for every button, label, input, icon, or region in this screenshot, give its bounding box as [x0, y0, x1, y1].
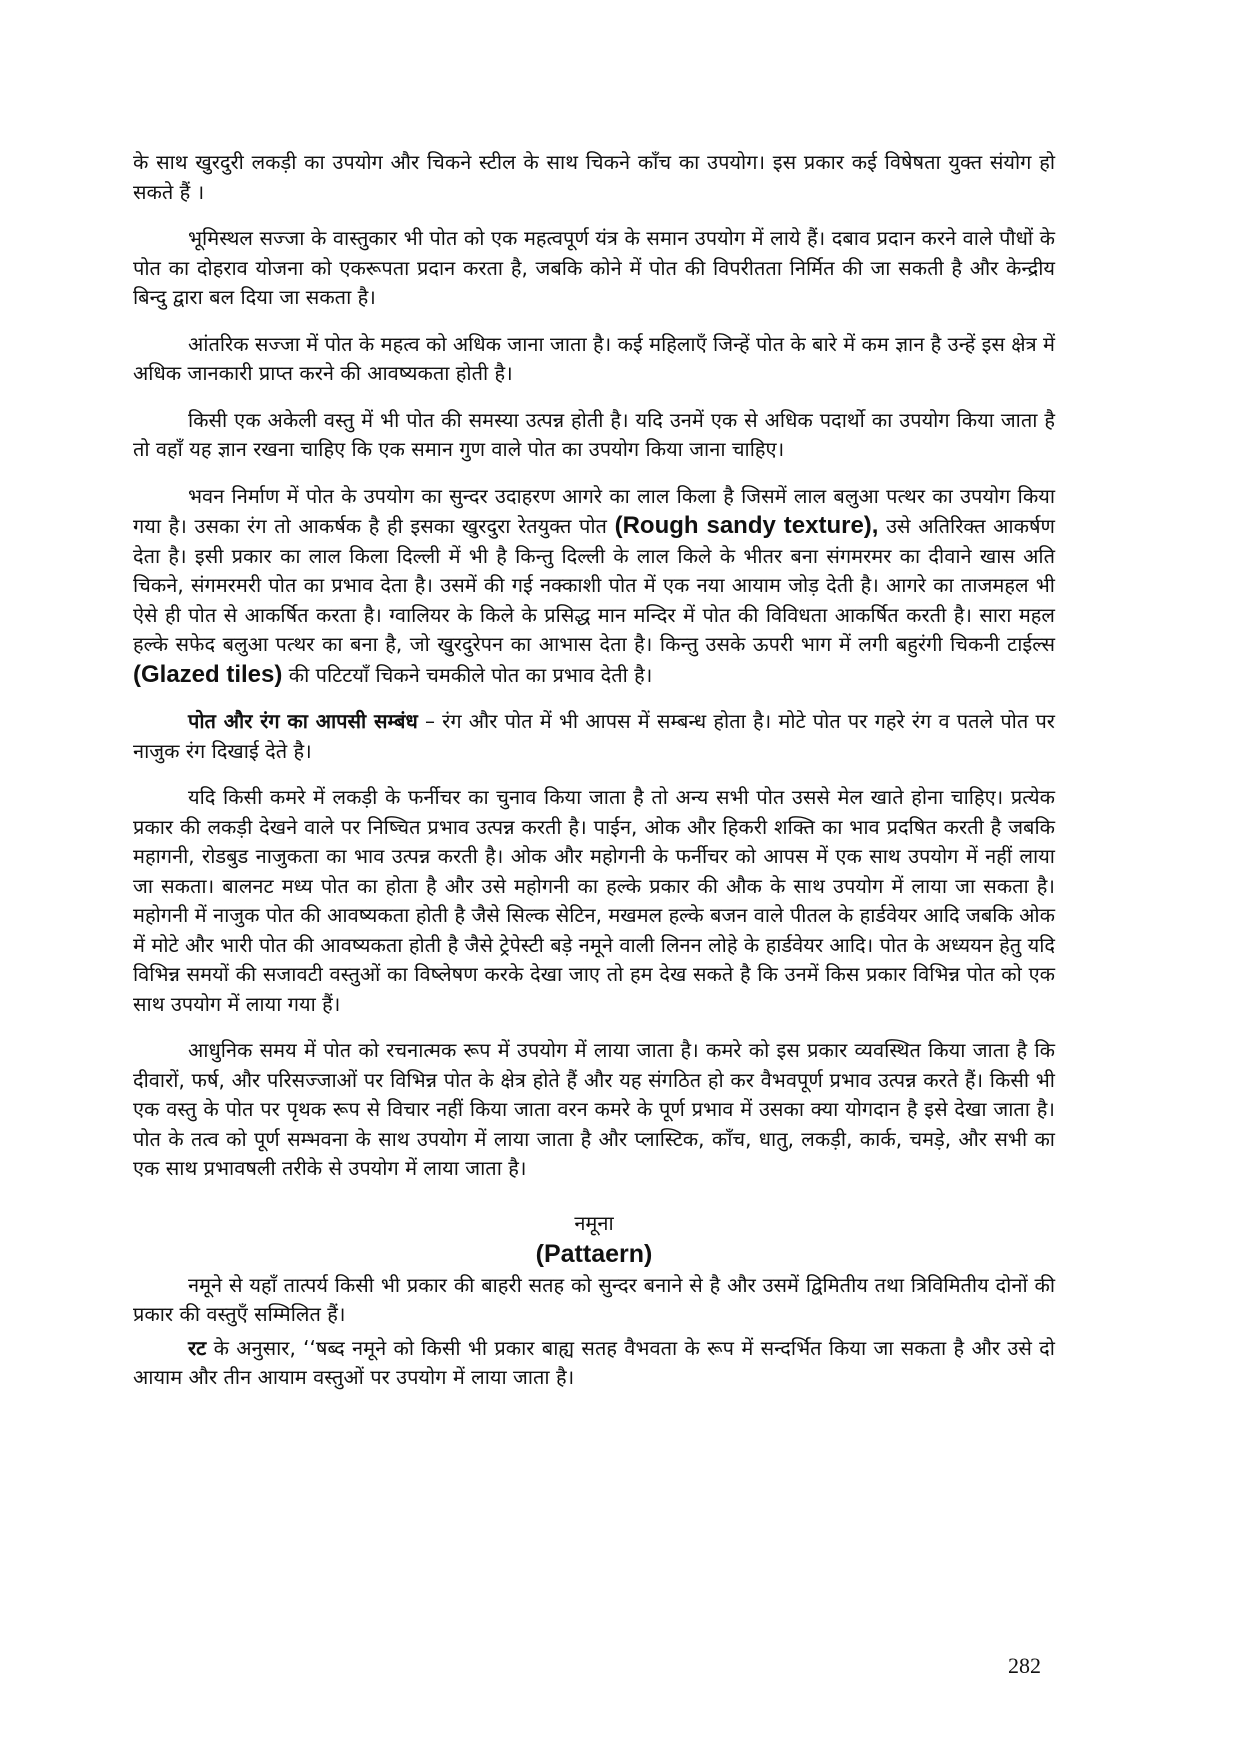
- paragraph-6: [133, 707, 1055, 766]
- paragraph-4: किसी एक अकेली वस्तु में भी पोत की समस्या उत्पन्न होती है। यदि उनमें एक से अधिक पदार्थो का उपयोग किया जाता है तो वहाँ यह ज्ञान रखना चाहिए कि एक समान गुण वाले पोत का उपयोग किया जाना चाहिए।: [133, 407, 1056, 461]
- paragraph-5-part-c: की पटिटयाँ चिकने चमकीले पोत का प्रभाव देती है।: [282, 662, 653, 687]
- paragraph-9: नमूने से यहाँ तात्पर्य किसी भी प्रकार की बाहरी सतह को सुन्दर बनाने से है और उसमें द्विमितीय तथा त्रिविमितीय दोनों की प्रकार की वस्तुएँ सम्मिलित हैं।: [133, 1272, 1055, 1326]
- author-name: रट: [188, 1335, 207, 1360]
- paragraph-6-text: – रंग और पोत में भी आपस में सम्बन्ध होता है। मोटे पोत पर गहरे रंग व पतले पोत पर नाजुक रंग दिखाई देते है।: [133, 709, 1055, 763]
- paragraph-8: आधुनिक समय में पोत को रचनात्मक रूप में उपयोग में लाया जाता है। कमरे को इस प्रकार व्यवस्थित किया जाता है कि दीवारों, फर्ष, और परिसज्जाओं पर विभिन्न पोत के क्षेत्र होते हैं और यह संगठित हो कर वैभवपूर्ण प्रभाव उत्पन्न करते हैं। किसी भी एक वस्तु के पोत पर पृथक रूप से विचार नहीं किया जाता वरन कमरे के पूर्ण प्रभाव में उसका क्या योगदान है इसे देखा जाता है। पोत के तत्व को पूर्ण सम्भवना के साथ उपयोग में लाया जाता है और प्लास्टिक, काँच, धातु, लकड़ी, कार्क, चमड़े, और सभी का एक साथ प्रभावषली तरीके से उपयोग में लाया जाता है।: [133, 1038, 1055, 1180]
- page-number: 282: [1008, 1653, 1041, 1678]
- paragraph-7: यदि किसी कमरे में लकड़ी के फर्नीचर का चुनाव किया जाता है तो अन्य सभी पोत उससे मेल खाते होना चाहिए। प्रत्येक प्रकार की लकड़ी देखने वाले पर निष्चित प्रभाव उत्पन्न करती है। पाईन, ओक और हिकरी शक्ति का भाव प्रदषित करती है जबकि महागनी, रोडबुड नाजुकता का भाव उत्पन्न करती है। ओक और महोगनी के फर्नीचर को आपस में एक साथ उपयोग में नहीं लाया जा सकता। बालनट मध्य पोत का होता है और उसे महोगनी का हल्के प्रकार की औक के साथ उपयोग में लाया जा सकता है। महोगनी में नाजुक पोत की आवष्यकता होती है जैसे सिल्क सेटिन, मखमल हल्के बजन वाले पीतल के हार्डवेयर आदि जबकि ओक में मोटे और भारी पोत की आवष्यकता होती है जैसे ट्रेपेस्टी बड़े नमूने वाली लिनन लोहे के हार्डवेयर आदि। पोत के अध्ययन हेतु यदि विभिन्न समयों की सजावटी वस्तुओं का विष्लेषण करके देखा जाए तो हम देख सकते है कि उनमें किस प्रकार विभिन्न पोत को एक साथ उपयोग में लाया गया हैं।: [133, 785, 1055, 1016]
- paragraph-2: भूमिस्थल सज्जा के वास्तुकार भी पोत को एक महत्वपूर्ण यंत्र के समान उपयोग में लाये हैं। दबाव प्रदान करने वाले पौधों के पोत का दोहराव योजना को एकरूपता प्रदान करता है, जबकि कोने में पोत की विपरीतता निर्मित की जा सकती है और केन्द्रीय बिन्दु द्वारा बल दिया जा सकता है।: [133, 226, 1055, 309]
- paragraph-5: [133, 482, 1055, 691]
- paragraph-5-part-a: भवन निर्माण में पोत के उपयोग का सुन्दर उदाहरण आगरे का लाल किला है जिसमें लाल बलुआ पत्थर का उपयोग किया गया है। उसका रंग तो आकर्षक है ही इसका खुरदुरा रेतयुक्त पोत: [133, 483, 1055, 538]
- paragraph-5-part-b: उसे अतिरिक्त आकर्षण देता है। इसी प्रकार का लाल किला दिल्ली में भी है किन्तु दिल्ली के लाल किले के भीतर बना संगमरमर का दीवाने खास अति चिकने, संगमरमरी पोत का प्रभाव देता है। उसमें की गई नक्काशी पोत में एक नया आयाम जोड़ देती है। आगरे का ताजमहल भी ऐसे ही पोत से आकर्षित करता है। ग्वालियर के किले के प्रसिद्ध मान मन्दिर में पोत की विविधता आकर्षित करती है। सारा महल हल्के सफेद बलुआ पत्थर का बना है, जो खुरदुरेपन का आभास देता है। किन्तु उसके ऊपरी भाग में लगी बहुरंगी चिकनी टाईल्स: [133, 514, 1055, 656]
- section-heading-hindi: नमूना: [574, 1210, 614, 1235]
- paragraph-1: के साथ खुरदुरी लकड़ी का उपयोग और चिकने स्टील के साथ चिकने काँच का उपयोग। इस प्रकार कई विषेषता युक्त संयोग हो सकते हैं ।: [133, 150, 1055, 204]
- paragraph-10-text: के अनुसार, ‘‘षब्द नमूने को किसी भी प्रकार बाह्य सतह वैभवता के रूप में सन्दर्भित किया जा सकता है और उसे दो आयाम और तीन आयाम वस्तुओं पर उपयोग में लाया जाता है।: [133, 1335, 1055, 1389]
- paragraph-10: [133, 1334, 1055, 1393]
- rough-sandy-texture-term: (Rough sandy texture),: [614, 512, 879, 539]
- paragraph-3: आंतरिक सज्जा में पोत के महत्व को अधिक जाना जाता है। कई महिलाएँ जिन्हें पोत के बारे में कम ज्ञान है उन्हें इस क्षेत्र में अधिक जानकारी प्राप्त करने की आवष्यकता होती है।: [133, 331, 1055, 385]
- texture-color-relation-heading: पोत और रंग का आपसी सम्बंध: [188, 709, 418, 733]
- section-heading-latin: (Pattaern): [535, 1239, 653, 1268]
- document-page: [133, 148, 1055, 1397]
- glazed-tiles-term: (Glazed tiles): [133, 660, 283, 688]
